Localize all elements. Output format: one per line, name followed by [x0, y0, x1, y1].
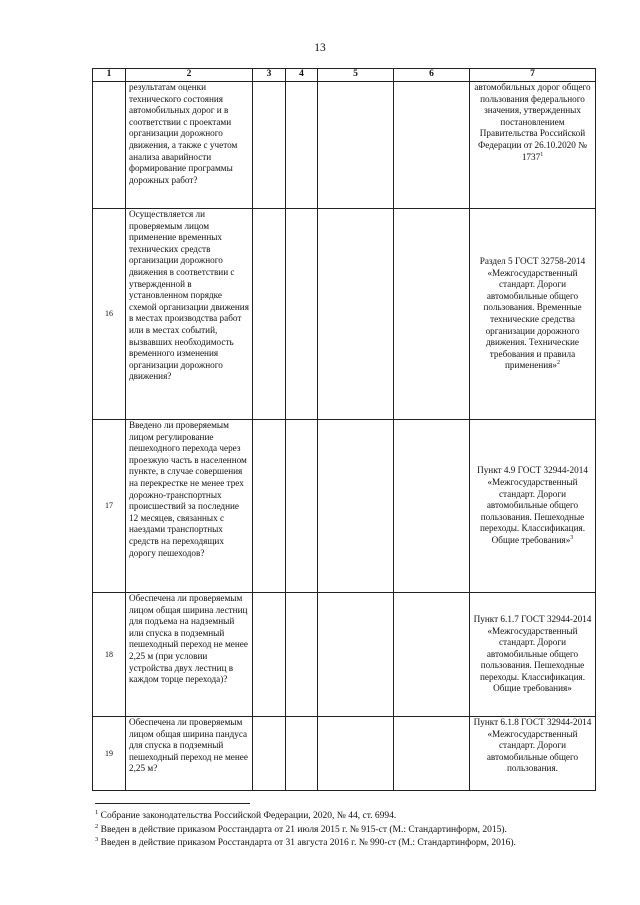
table-header-row: [93, 69, 596, 82]
note-cell[interactable]: [394, 420, 470, 593]
answer-na-cell[interactable]: [318, 717, 394, 791]
row-number: 18: [93, 593, 126, 717]
footnote-number: 1: [95, 808, 99, 816]
answer-yes-cell[interactable]: [253, 82, 286, 209]
question-cell: Обеспечена ли проверяемым лицом общая ширина лестниц для подъема на надземный или спуска в подземный пешеходный переход не менее 2,25 м (при условии устройства двух лестниц в каждом торце перехода)?: [126, 593, 253, 717]
row-number: 19: [93, 717, 126, 791]
answer-no-cell[interactable]: [286, 717, 318, 791]
answer-na-cell[interactable]: [318, 593, 394, 717]
footnote-text: Введен в действие приказом Росстандарта от 21 июля 2015 г. № 915-ст (М.: Стандартинформ, 2015).: [100, 824, 507, 835]
column-header: 1: [93, 69, 126, 82]
note-cell[interactable]: [394, 209, 470, 420]
column-header: 7: [470, 69, 596, 82]
note-cell[interactable]: [394, 593, 470, 717]
footnote-mark: 1: [540, 151, 544, 158]
row-number: [93, 82, 126, 209]
footnote: [95, 837, 615, 851]
question-cell: результатам оценки технического состояния автомобильных дорог и в соответствии с проектами организации дорожного движения, а также с учетом анализа аварийности формирование программы дорожных работ?: [126, 82, 253, 209]
row-number: 16: [93, 209, 126, 420]
footnote-number: 3: [95, 835, 99, 843]
column-header: 4: [286, 69, 318, 82]
reference-text: автомобильных дорог общего пользования федерального значения, утвержденных постановлением Правительства Российской Федерации от 26.10.2020 № 1737: [474, 82, 591, 162]
table-row: [93, 717, 596, 791]
table-row: [93, 209, 596, 420]
reference-text: Пункт 6.1.8 ГОСТ 32944-2014 «Межгосударственный стандарт. Дороги автомобильные общего пользования.: [473, 717, 592, 774]
answer-yes-cell[interactable]: [253, 420, 286, 593]
answer-yes-cell[interactable]: [253, 593, 286, 717]
column-header: 3: [253, 69, 286, 82]
reference-text: Пункт 6.1.7 ГОСТ 32944-2014 «Межгосударственный стандарт. Дороги автомобильные общего пользования. Пешеходные переходы. Классификация. Общие требования»: [473, 613, 592, 694]
footnote-separator: [95, 803, 250, 804]
footnote-text: Введен в действие приказом Росстандарта от 31 августа 2016 г. № 990-ст (М.: Стандартинформ, 2016).: [100, 838, 516, 848]
question-cell: Осуществляется ли проверяемым лицом применение временных технических средств организации дорожного движения в соответствии с утвержденной в установленном порядке схемой организации движения в местах производства работ или в местах событий, вызвавших необходимость временного изменения организации дорожного движения?: [126, 209, 253, 420]
note-cell[interactable]: [394, 82, 470, 209]
reference-text: Пункт 4.9 ГОСТ 32944-2014 «Межгосударственный стандарт. Дороги автомобильные общего пользования. Пешеходные переходы. Классификация. Общие требования»: [477, 465, 588, 545]
table-row: [93, 420, 596, 593]
answer-no-cell[interactable]: [286, 420, 318, 593]
table-row: [93, 82, 596, 209]
footnote: [95, 810, 615, 824]
row-number: 17: [93, 420, 126, 593]
answer-no-cell[interactable]: [286, 82, 318, 209]
footnotes: [95, 810, 615, 851]
column-header: 6: [394, 69, 470, 82]
table-row: [93, 593, 596, 717]
reference-text: Раздел 5 ГОСТ 32758-2014 «Межгосударственный стандарт. Дороги автомобильные общего пользования. Временные технические средства организации дорожного движения. Технические требования и правила применения»: [479, 256, 586, 371]
column-header: 5: [318, 69, 394, 82]
note-cell[interactable]: [394, 717, 470, 791]
footnote-mark: 3: [570, 534, 574, 541]
reference-cell: [470, 82, 596, 209]
page-number: 13: [314, 42, 326, 54]
checklist-table: [92, 68, 596, 791]
question-cell: Введено ли проверяемым лицом регулирование пешеходного перехода через проезжую часть в населенном пункте, в случае совершения на перекрестке не менее трех дорожно-транспортных происшествий за последние 12 месяцев, связанных с наездами транспортных средств на переходящих дорогу пешеходов?: [126, 420, 253, 593]
answer-yes-cell[interactable]: [253, 717, 286, 791]
footnote: [95, 824, 615, 838]
question-cell: Обеспечена ли проверяемым лицом общая ширина пандуса для спуска в подземный пешеходный переход не менее 2,25 м?: [126, 717, 253, 791]
footnote-text: Собрание законодательства Российской Федерации, 2020, № 44, ст. 6994.: [100, 811, 397, 821]
answer-na-cell[interactable]: [318, 82, 394, 209]
answer-na-cell[interactable]: [318, 420, 394, 593]
reference-cell: [470, 209, 596, 420]
answer-no-cell[interactable]: [286, 209, 318, 420]
answer-no-cell[interactable]: [286, 593, 318, 717]
reference-cell: [470, 593, 596, 717]
column-header: 2: [126, 69, 253, 82]
answer-na-cell[interactable]: [318, 209, 394, 420]
reference-cell: [470, 717, 596, 791]
reference-cell: [470, 420, 596, 593]
answer-yes-cell[interactable]: [253, 209, 286, 420]
footnote-mark: 2: [556, 360, 560, 367]
footnote-number: 2: [95, 822, 99, 830]
